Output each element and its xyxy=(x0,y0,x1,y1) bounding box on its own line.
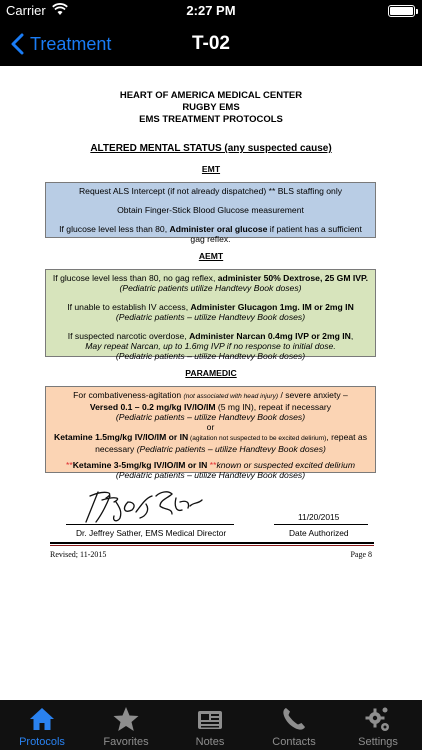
paramedic-heading: PARAMEDIC xyxy=(185,368,237,378)
paramedic-l1: For combativeness-agitation (not associated with head injury) / severe anxiety – xyxy=(73,390,348,400)
clock: 2:27 PM xyxy=(186,3,236,18)
emt-box xyxy=(45,182,376,244)
aemt-p1-note: (Pediatric patients utilize Handtevy Book doses) xyxy=(119,283,302,293)
star-icon xyxy=(112,705,140,733)
aemt-heading: AEMT xyxy=(198,251,224,261)
footer-rule-accent xyxy=(50,545,374,546)
tab-settings[interactable] xyxy=(336,700,420,750)
emt-line-2: Obtain Finger-Stick Blood Glucose measurement xyxy=(117,205,304,215)
aemt-p1: If glucose level less than 80, no gag reflex, administer 50% Dextrose, 25 GM IVP. xyxy=(52,273,369,283)
date-authorized-label: Date Authorized xyxy=(289,528,349,538)
tab-notes-label: Notes xyxy=(195,736,225,748)
page-title: T-02 xyxy=(191,33,231,54)
signature-image xyxy=(76,488,206,526)
nav-bar xyxy=(0,22,422,66)
authorized-date: 11/20/2015 xyxy=(298,512,340,522)
tab-contacts[interactable] xyxy=(252,700,336,750)
date-line xyxy=(274,524,368,525)
emt-line-1: Request ALS Intercept (if not already dispatched) ** BLS staffing only xyxy=(78,186,343,196)
battery-icon xyxy=(388,5,415,17)
revision-label: Revised; 11-2015 xyxy=(50,550,107,559)
paramedic-l4: or xyxy=(206,422,215,432)
tab-favorites[interactable] xyxy=(84,700,168,750)
signature-block xyxy=(0,484,422,574)
status-bar xyxy=(0,0,422,22)
aemt-p2-note: (Pediatric patients – utilize Handtevy Book doses) xyxy=(115,312,306,322)
aemt-box xyxy=(45,269,376,361)
footer-rule xyxy=(50,542,374,544)
emt-heading: EMT xyxy=(201,164,221,174)
house-icon xyxy=(28,705,56,733)
paramedic-box xyxy=(45,386,376,480)
tab-bar xyxy=(0,700,422,750)
paramedic-l6: necessary (Pediatric patients – utilize Handtevy Book doses) xyxy=(95,444,326,454)
signer-name: Dr. Jeffrey Sather, EMS Medical Director xyxy=(76,528,227,538)
back-button-label: Treatment xyxy=(30,33,112,54)
org-name: HEART OF AMERICA MEDICAL CENTER xyxy=(119,90,303,101)
tab-protocols-label: Protocols xyxy=(19,736,65,748)
tab-settings-label: Settings xyxy=(358,736,398,748)
gear-icon xyxy=(364,705,392,733)
protocols-heading: EMS TREATMENT PROTOCOLS xyxy=(139,114,283,125)
signature-line xyxy=(66,524,234,525)
aemt-p3-repeat: May repeat Narcan, up to 1.6mg IVP if no response to initial dose. xyxy=(85,341,336,351)
phone-icon xyxy=(280,705,308,733)
aemt-p2: If unable to establish IV access, Administer Glucagon 1mg. IM or 2mg IN xyxy=(67,302,354,312)
tab-contacts-label: Contacts xyxy=(272,736,316,748)
service-name: RUGBY EMS xyxy=(182,102,240,113)
aemt-p3: If suspected narcotic overdose, Administer Narcan 0.4mg IVP or 2mg IN, xyxy=(67,331,354,341)
notes-icon xyxy=(196,705,224,733)
paramedic-l2: Versed 0.1 – 0.2 mg/kg IV/IO/IM (5 mg IN), repeat if necessary xyxy=(89,402,332,412)
paramedic-l7: **Ketamine 3-5mg/kg IV/IO/IM or IN **known or suspected excited delirium xyxy=(66,460,355,470)
carrier-label: Carrier xyxy=(6,3,46,18)
protocol-document[interactable] xyxy=(0,66,422,700)
paramedic-l3: (Pediatric patients – utilize Handtevy Book doses) xyxy=(115,412,306,422)
aemt-p3-note: (Pediatric patients – utilize Handtevy Book doses) xyxy=(115,351,306,361)
protocol-title: ALTERED MENTAL STATUS (any suspected cause) xyxy=(90,143,332,154)
tab-notes[interactable] xyxy=(168,700,252,750)
tab-protocols[interactable] xyxy=(0,700,84,750)
paramedic-l8: (Pediatric patients – utilize Handtevy Book doses) xyxy=(115,470,306,480)
tab-favorites-label: Favorites xyxy=(103,736,149,748)
page-number: Page 8 xyxy=(350,550,372,559)
emt-line-3: If glucose level less than 80, Administer oral glucose if patient has a sufficient gag reflex. xyxy=(59,224,362,244)
paramedic-l5: Ketamine 1.5mg/kg IV/IO/IM or IN (agitation not suspected to be excited delirium), repeat as xyxy=(54,432,367,442)
